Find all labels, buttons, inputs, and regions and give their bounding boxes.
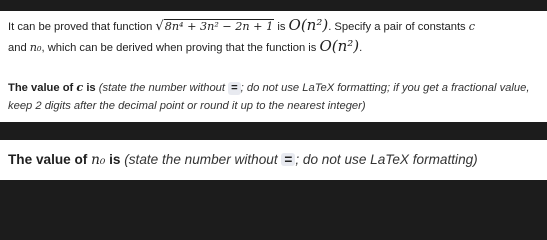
- variable-c: c: [76, 80, 84, 94]
- question-text-part: It can be proved that function: [8, 21, 153, 33]
- field-label-c: [8, 78, 544, 115]
- question-text: [8, 16, 544, 58]
- instruction-note: (state the number without: [98, 82, 226, 94]
- instruction-note: ; do not use LaTeX formatting): [295, 152, 478, 167]
- instruction-note: (state the number without: [124, 152, 278, 167]
- big-o-notation: O(n²): [288, 16, 329, 34]
- variable-n0: n₀: [91, 152, 106, 168]
- sqrt-expression: √8n⁴ + 3n² − 2n + 1: [155, 19, 274, 34]
- constant-n0: n₀: [29, 41, 42, 54]
- question-text-part: is: [277, 21, 286, 33]
- question-text-part: , which can be derived when proving that the function is: [41, 42, 317, 54]
- question-text-part: .: [359, 42, 363, 54]
- sqrt-radicand: 8n⁴ + 3n² − 2n + 1: [164, 20, 274, 33]
- label-bold: is: [86, 82, 96, 94]
- big-o-notation: O(n²): [319, 37, 360, 55]
- equals-sign-code: =: [228, 82, 241, 95]
- question-text-part: and: [8, 42, 27, 54]
- label-bold: The value of: [8, 82, 74, 94]
- equals-sign-code: =: [281, 153, 295, 166]
- label-bold: is: [109, 152, 121, 167]
- field-label-n0: [8, 150, 544, 170]
- label-bold: The value of: [8, 152, 88, 167]
- question-text-part: . Specify a pair of constants: [328, 21, 466, 33]
- instruction-note: ; do not use LaTeX formatting; if you get a fractional value, keep 2 digits after the decimal point or round it up to the nearest integer): [8, 82, 530, 112]
- constant-c: c: [468, 20, 476, 33]
